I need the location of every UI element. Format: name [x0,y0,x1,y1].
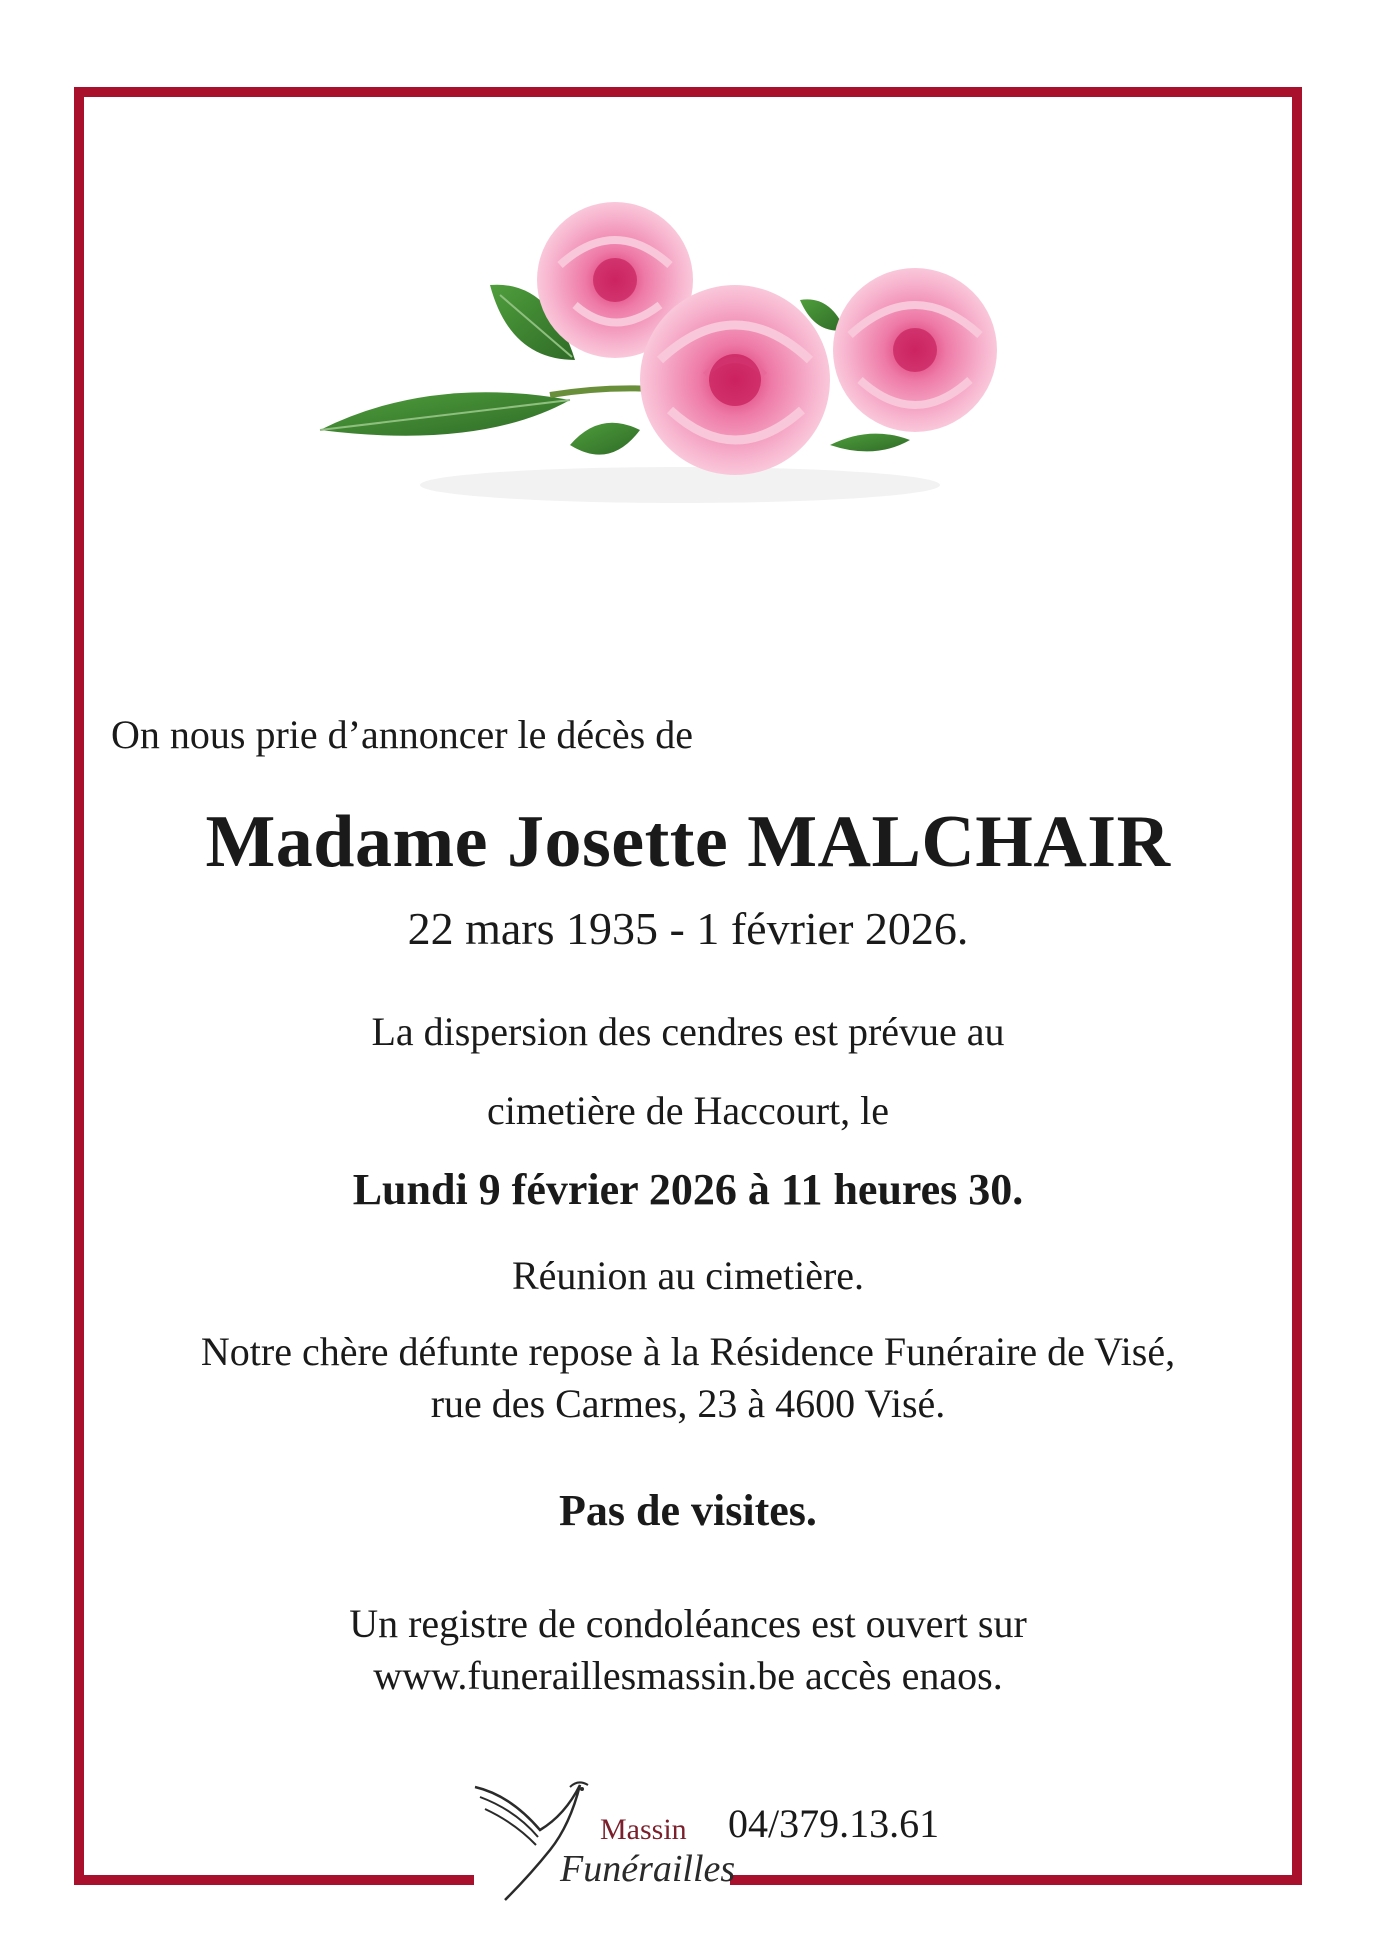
frame-right-border [1292,87,1302,1885]
dispersion-text-line2: cimetière de Haccourt, le [487,1088,889,1133]
frame-left-border [74,87,84,1885]
visits-notice: Pas de visites. [559,1486,817,1535]
frame-bottom-border-right [730,1875,1302,1885]
deceased-name: Madame Josette MALCHAIR [205,801,1171,883]
register-text-line1: Un registre de condoléances est ouvert sur [349,1601,1027,1646]
roses-illustration [310,185,1030,515]
frame-bottom-border-left [74,1875,474,1885]
register-text-line2: www.funeraillesmassin.be accès enaos. [373,1653,1003,1698]
frame-top-border [74,87,1302,97]
repose-text-line1: Notre chère défunte repose à la Résidence Funéraire de Visé, [200,1329,1176,1374]
phone-number: 04/379.13.61 [728,1801,940,1846]
life-dates: 22 mars 1935 - 1 février 2026. [407,903,969,954]
funeral-home-logo [470,1775,736,1915]
logo-text-massin: Massin [600,1813,687,1846]
ceremony-datetime: Lundi 9 février 2026 à 11 heures 30. [352,1165,1024,1214]
repose-text-line2: rue des Carmes, 23 à 4600 Visé. [430,1381,946,1426]
logo-text-funerailles: Funérailles [560,1848,736,1890]
meeting-place: Réunion au cimetière. [511,1253,865,1298]
announcement-intro: On nous prie d’annoncer le décès de [111,712,693,757]
dispersion-text-line1: La dispersion des cendres est prévue au [371,1009,1005,1054]
